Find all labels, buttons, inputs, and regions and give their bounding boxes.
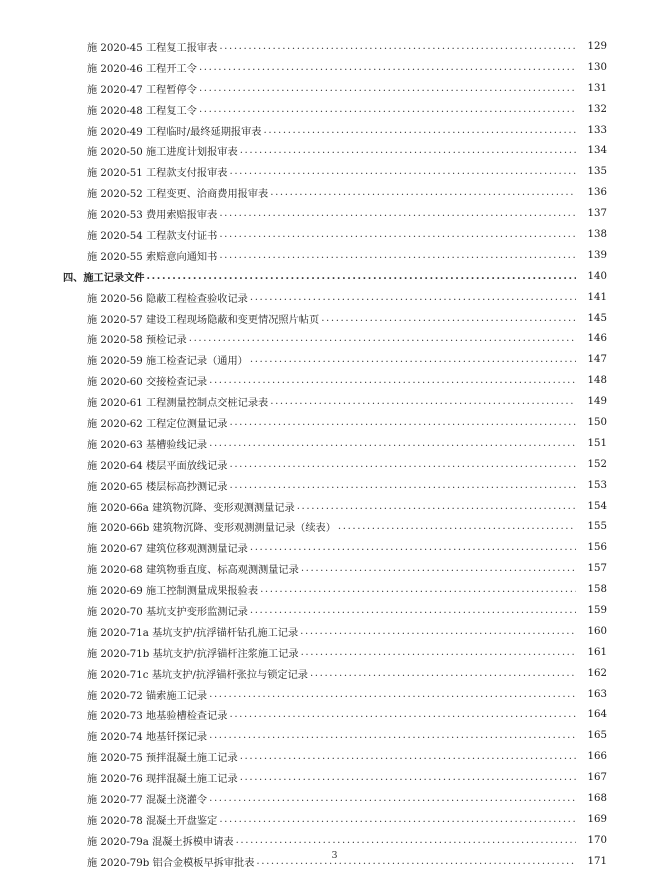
toc-entry-title-wrap [87,143,607,158]
toc-entry-title: 施 2020-65 楼层标高抄测记录 [87,478,230,493]
toc-entry[interactable] [0,537,669,558]
toc-entry[interactable] [0,391,669,412]
dot-leader [199,62,607,73]
toc-entry-title: 施 2020-66b 建筑物沉降、变形观测测量记录（续表） [87,519,338,534]
toc-entry-title: 施 2020-72 锚索施工记录 [87,687,209,702]
toc-entry-page: 150 [576,417,607,428]
toc-entry-title-wrap [87,415,607,430]
toc-entry[interactable] [0,182,669,203]
toc-entry-title-wrap [87,603,607,618]
toc-entry[interactable] [0,516,669,537]
toc-entry-page: 162 [576,668,607,679]
toc-entry-title-wrap [87,331,607,346]
toc-entry-title-wrap [87,81,607,96]
toc-entry-title: 施 2020-57 建设工程现场隐蔽和变更情况照片帖页 [87,311,321,326]
dot-leader [250,292,607,303]
dot-leader [260,584,607,595]
toc-entry-title-wrap [87,582,607,597]
toc-entry-title-wrap [87,290,607,305]
dot-leader [338,521,607,532]
toc-entry-title-wrap [87,373,607,388]
toc-entry-page: 165 [576,730,607,741]
dot-leader [250,354,607,365]
toc-entry[interactable] [0,600,669,621]
toc-entry-page: 163 [576,689,607,700]
toc-entry-page: 147 [576,354,607,365]
toc-entry-page: 154 [576,501,607,512]
toc-entry[interactable] [0,496,669,517]
toc-entry-page: 151 [576,438,607,449]
toc-entry[interactable] [0,621,669,642]
toc-entry-page: 155 [576,521,607,532]
dot-leader [230,480,608,491]
toc-entry[interactable] [0,433,669,454]
toc-entry[interactable] [0,663,669,684]
toc-entry-page: 157 [576,563,607,574]
toc-entry-title: 施 2020-60 交接检查记录 [87,373,209,388]
toc-entry[interactable] [0,412,669,433]
toc-entry-title: 施 2020-79b 铝合金模板早拆审批表 [87,854,256,869]
toc-entry-title: 施 2020-66a 建筑物沉降、变形观测测量记录 [87,499,297,514]
toc-entry-page: 145 [576,313,607,324]
dot-leader [240,145,607,156]
toc-entry[interactable] [0,120,669,141]
toc-entry-title-wrap [87,164,607,179]
toc-entry-title-wrap [87,185,607,200]
toc-entry-page: 129 [576,41,607,52]
toc-entry[interactable] [0,558,669,579]
toc-entry[interactable] [0,642,669,663]
toc-entry-page: 161 [576,647,607,658]
toc-entry[interactable] [0,349,669,370]
toc-entry-title-wrap [87,561,607,576]
toc-entry-page: 160 [576,626,607,637]
toc-entry-page: 136 [576,187,607,198]
toc-entry[interactable] [0,140,669,161]
toc-entry-title-wrap [87,102,607,117]
toc-entry-title: 施 2020-55 索赔意向通知书 [87,248,219,263]
toc-entry-title: 施 2020-76 现拌混凝土施工记录 [87,770,240,785]
toc-entry-page: 152 [576,459,607,470]
toc-entry-page: 171 [576,856,607,867]
toc-entry[interactable] [0,224,669,245]
dot-leader [240,751,607,762]
toc-entry-title-wrap [87,519,607,534]
toc-entry[interactable] [0,57,669,78]
toc-entry-title: 施 2020-45 工程复工报审表 [87,39,219,54]
toc-entry-title: 施 2020-68 建筑物垂直度、标高观测测量记录 [87,561,301,576]
toc-entry-page: 166 [576,751,607,762]
toc-entry-title: 施 2020-59 施工检查记录（通用） [87,352,250,367]
toc-entry-page: 167 [576,772,607,783]
toc-entry-title: 施 2020-78 混凝土开盘鉴定 [87,812,219,827]
toc-entry-page: 132 [576,104,607,115]
toc-entry-title-wrap [87,123,607,138]
toc-entry-title-wrap [87,311,607,326]
toc-entry[interactable] [0,454,669,475]
toc-entry[interactable] [0,767,669,788]
toc-entry-page: 148 [576,375,607,386]
toc-entry[interactable] [0,746,669,767]
dot-leader [310,668,607,679]
toc-entry-page: 158 [576,584,607,595]
toc-entry-title: 施 2020-71a 基坑支护/抗浮锚杆钻孔施工记录 [87,624,300,639]
toc-entry[interactable] [0,475,669,496]
toc-entry-title-wrap [87,833,607,848]
toc-entry[interactable] [0,579,669,600]
toc-entry-page: 139 [576,250,607,261]
toc-entry-title: 施 2020-67 建筑位移观测测量记录 [87,540,250,555]
toc-entry-title: 施 2020-50 施工进度计划报审表 [87,143,240,158]
dot-leader [240,772,607,783]
table-of-contents [0,36,669,872]
dot-leader [230,166,608,177]
dot-leader [300,626,607,637]
toc-entry[interactable] [0,684,669,705]
toc-entry-title: 施 2020-58 预检记录 [87,331,189,346]
toc-entry[interactable] [0,705,669,726]
toc-entry-title-wrap [87,248,607,263]
toc-entry-title-wrap [87,666,607,681]
toc-entry-page: 134 [576,145,607,156]
dot-leader [230,709,608,720]
toc-entry-page: 135 [576,166,607,177]
toc-entry-title-wrap [87,436,607,451]
toc-entry-page: 168 [576,793,607,804]
toc-entry[interactable] [0,308,669,329]
toc-entry-title-wrap [87,624,607,639]
dot-leader [209,375,607,386]
toc-entry-title: 施 2020-61 工程测量控制点交桩记录表 [87,394,270,409]
toc-entry-title-wrap [87,227,607,242]
toc-entry[interactable] [0,161,669,182]
toc-entry-title-wrap [87,687,607,702]
toc-entry-page: 149 [576,396,607,407]
dot-leader [219,208,607,219]
toc-entry-title-wrap [87,60,607,75]
toc-entry-title: 施 2020-47 工程暂停令 [87,81,199,96]
toc-entry-title-wrap [87,728,607,743]
toc-entry-title-wrap [87,707,607,722]
toc-entry-title-wrap [63,269,607,284]
toc-entry-title: 施 2020-70 基坑支护变形监测记录 [87,603,250,618]
toc-entry-title: 施 2020-54 工程款支付证书 [87,227,219,242]
dot-leader [209,438,607,449]
toc-entry-title-wrap [87,39,607,54]
dot-leader [264,125,608,136]
toc-entry-title: 施 2020-71b 基坑支护/抗浮锚杆注浆施工记录 [87,645,301,660]
page-number: 3 [331,850,338,861]
toc-entry[interactable] [0,78,669,99]
toc-entry[interactable] [0,99,669,120]
toc-entry-title-wrap [87,645,607,660]
toc-entry-title: 四、施工记录文件 [63,269,147,284]
toc-entry-title-wrap [87,770,607,785]
dot-leader [209,793,607,804]
toc-entry-title-wrap [87,394,607,409]
toc-entry-title-wrap [87,749,607,764]
toc-entry[interactable] [0,788,669,809]
toc-entry-title: 施 2020-73 地基验槽检查记录 [87,707,230,722]
toc-entry-title: 施 2020-53 费用索赔报审表 [87,206,219,221]
dot-leader [199,83,607,94]
toc-entry-page: 153 [576,480,607,491]
toc-entry-title-wrap [87,791,607,806]
toc-entry-title: 施 2020-49 工程临时/最终延期报审表 [87,123,264,138]
toc-entry[interactable] [0,809,669,830]
dot-leader [199,104,607,115]
dot-leader [230,417,608,428]
toc-entry-page: 159 [576,605,607,616]
toc-entry-page: 130 [576,62,607,73]
toc-entry[interactable] [0,725,669,746]
dot-leader [297,501,607,512]
dot-leader [301,563,607,574]
toc-entry-title-wrap [87,540,607,555]
dot-leader [219,41,607,52]
toc-entry-page: 156 [576,542,607,553]
toc-entry-title-wrap [87,352,607,367]
toc-entry[interactable] [0,287,669,308]
dot-leader [209,730,607,741]
dot-leader [147,270,608,282]
toc-entry-title: 施 2020-77 混凝土浇灌令 [87,791,209,806]
toc-entry-page: 138 [576,229,607,240]
toc-entry-page: 137 [576,208,607,219]
dot-leader [219,250,607,261]
toc-entry[interactable] [0,370,669,391]
toc-entry-title-wrap [87,457,607,472]
toc-entry-title-wrap [87,478,607,493]
toc-entry-title: 施 2020-51 工程款支付报审表 [87,164,230,179]
toc-entry-title: 施 2020-56 隐蔽工程检查验收记录 [87,290,250,305]
toc-entry-title: 施 2020-63 基槽验线记录 [87,436,209,451]
toc-entry-title-wrap [87,812,607,827]
toc-entry-page: 141 [576,292,607,303]
dot-leader [209,689,607,700]
toc-entry-page: 169 [576,814,607,825]
toc-entry[interactable] [0,328,669,349]
toc-entry-title: 施 2020-46 工程开工令 [87,60,199,75]
toc-entry-page: 170 [576,835,607,846]
toc-entry-title-wrap [87,206,607,221]
dot-leader [301,647,607,658]
toc-entry-title: 施 2020-48 工程复工令 [87,102,199,117]
dot-leader [270,396,607,407]
toc-entry-title: 施 2020-79a 混凝土拆模申请表 [87,833,236,848]
toc-entry[interactable] [0,203,669,224]
dot-leader [189,333,607,344]
toc-entry-page: 140 [576,271,607,282]
dot-leader [321,313,607,324]
dot-leader [270,187,607,198]
toc-entry-title: 施 2020-69 施工控制测量成果报验表 [87,582,260,597]
toc-entry-page: 133 [576,125,607,136]
toc-entry[interactable] [0,830,669,851]
toc-entry[interactable] [0,36,669,57]
toc-entry-title-wrap [87,499,607,514]
dot-leader [230,459,608,470]
toc-section-heading[interactable] [0,266,669,287]
dot-leader [219,814,607,825]
dot-leader [236,835,607,846]
toc-entry-page: 131 [576,83,607,94]
toc-entry-title: 施 2020-62 工程定位测量记录 [87,415,230,430]
dot-leader [250,605,607,616]
toc-entry-title: 施 2020-71c 基坑支护/抗浮锚杆张拉与锁定记录 [87,666,310,681]
toc-entry[interactable] [0,245,669,266]
toc-entry-title: 施 2020-64 楼层平面放线记录 [87,457,230,472]
dot-leader [219,229,607,240]
dot-leader [250,542,607,553]
toc-entry-page: 146 [576,333,607,344]
toc-entry-page: 164 [576,709,607,720]
toc-entry-title: 施 2020-74 地基钎探记录 [87,728,209,743]
toc-entry-title: 施 2020-52 工程变更、洽商费用报审表 [87,185,270,200]
toc-entry-title: 施 2020-75 预拌混凝土施工记录 [87,749,240,764]
